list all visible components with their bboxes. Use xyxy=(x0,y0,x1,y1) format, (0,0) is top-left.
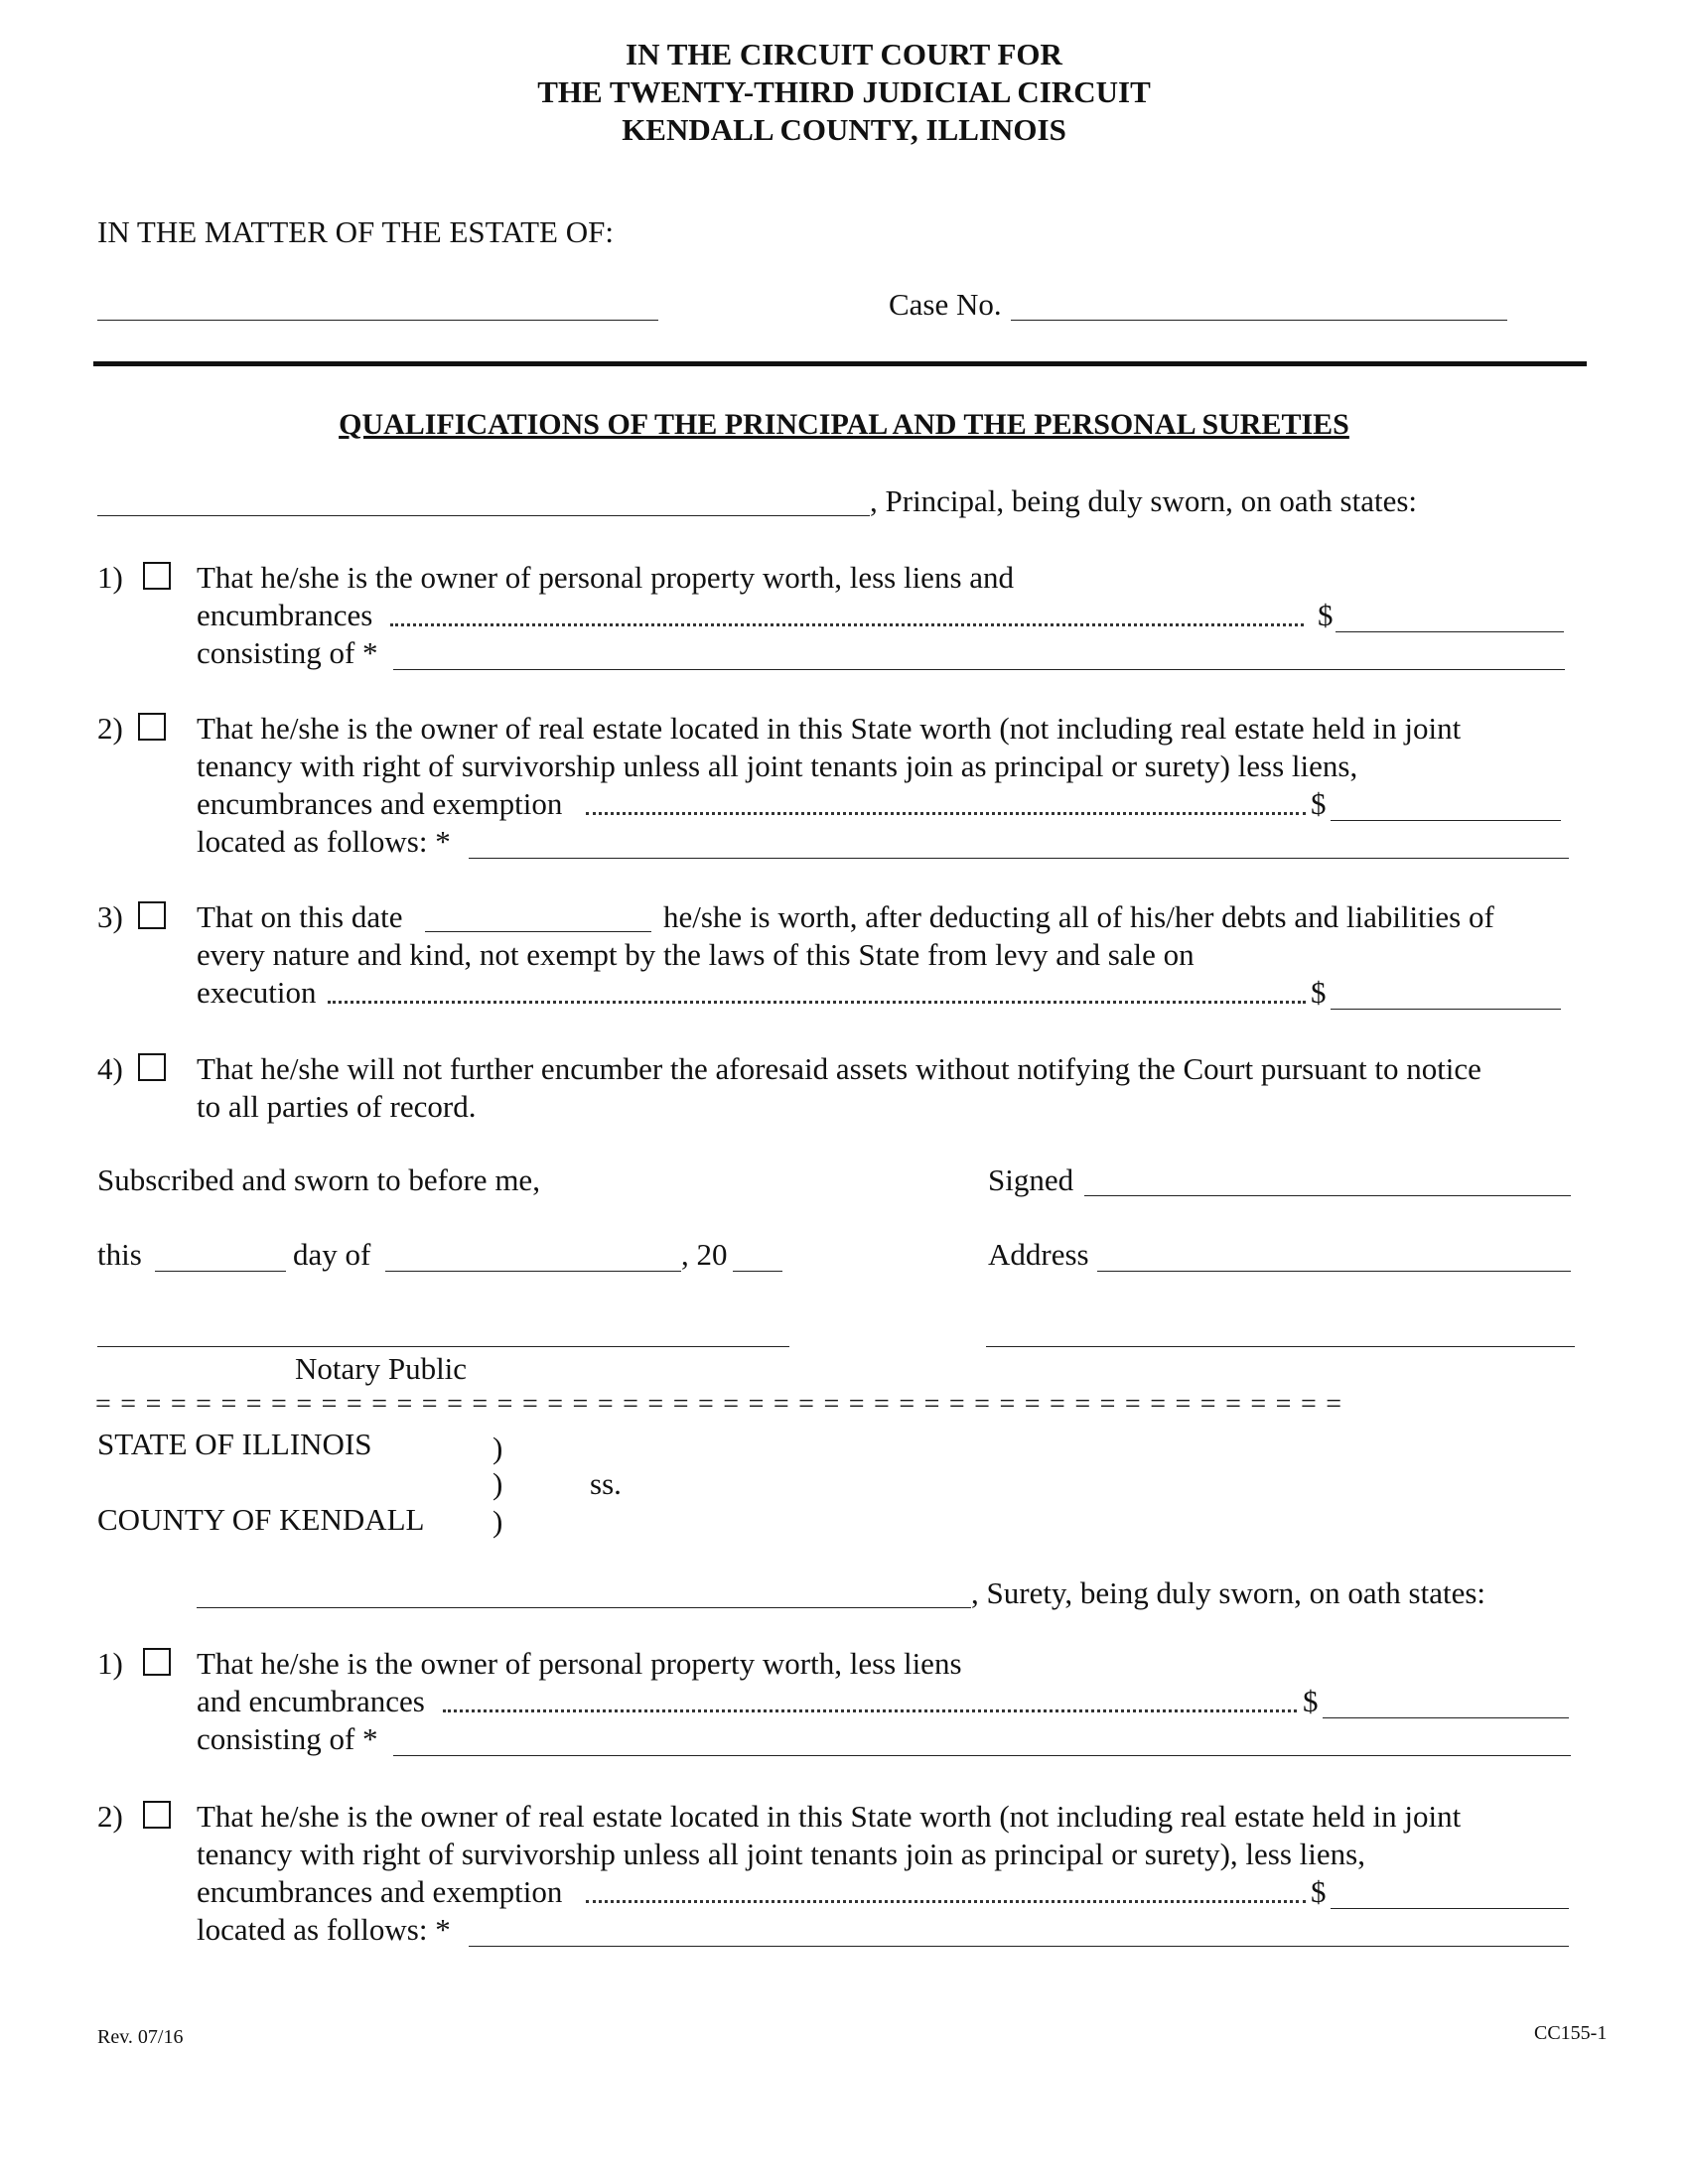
principal-item2-location-field[interactable] xyxy=(469,858,1569,859)
principal-item2-text1: That he/she is the owner of real estate located in this State worth (not including real estate held in joint xyxy=(197,711,1462,746)
surety-item1-number: 1) xyxy=(97,1646,123,1681)
principal-oath-text: , Principal, being duly sworn, on oath states: xyxy=(870,483,1418,518)
principal-item1-text3: consisting of * xyxy=(197,635,378,670)
principal-name-field[interactable] xyxy=(97,515,870,516)
estate-label: IN THE MATTER OF THE ESTATE OF: xyxy=(97,214,614,249)
venue-paren: ) xyxy=(492,1504,503,1539)
address-line2-field[interactable] xyxy=(986,1346,1575,1347)
principal-item2-text2: tenancy with right of survivorship unless all joint tenants join as principal or surety) less liens, xyxy=(197,749,1358,783)
principal-item3-date-field[interactable] xyxy=(425,931,651,932)
year-prefix: , 20 xyxy=(681,1237,728,1272)
surety-item1-text3: consisting of * xyxy=(197,1721,378,1756)
surety-item2-amount-field[interactable] xyxy=(1331,1908,1569,1909)
dollar-sign: $ xyxy=(1311,786,1327,821)
leader-dots xyxy=(443,1709,1297,1712)
surety-item1-text1: That he/she is the owner of personal property worth, less liens xyxy=(197,1646,962,1681)
revision-label: Rev. 07/16 xyxy=(97,2026,184,2048)
day-field[interactable] xyxy=(155,1271,286,1272)
surety-item2-text2: tenancy with right of survivorship unless all joint tenants join as principal or surety), less liens, xyxy=(197,1837,1365,1871)
principal-item1-text1: That he/she is the owner of personal property worth, less liens and xyxy=(197,560,1015,595)
header-rule xyxy=(93,361,1587,366)
subscribed-text: Subscribed and sworn to before me, xyxy=(97,1162,540,1197)
dollar-sign: $ xyxy=(1311,975,1327,1010)
notary-public-label: Notary Public xyxy=(295,1351,468,1386)
county-label: COUNTY OF KENDALL xyxy=(97,1502,425,1537)
principal-item4-text2: to all parties of record. xyxy=(197,1089,477,1124)
separator-line: ================================================== xyxy=(95,1389,1351,1420)
principal-item3-text1a: That on this date xyxy=(197,899,403,934)
principal-item1-amount-field[interactable] xyxy=(1336,631,1564,632)
principal-item2-number: 2) xyxy=(97,711,123,746)
surety-item2-location-field[interactable] xyxy=(469,1946,1569,1947)
address-label: Address xyxy=(988,1237,1089,1272)
form-number: CC155-1 xyxy=(1534,2022,1608,2044)
venue-paren: ) xyxy=(492,1466,503,1501)
principal-item2-text4: located as follows: * xyxy=(197,824,451,859)
principal-item3-text3: execution xyxy=(197,975,317,1010)
address-field[interactable] xyxy=(1097,1271,1571,1272)
leader-dots xyxy=(586,812,1306,815)
court-heading-line1: IN THE CIRCUIT COURT FOR xyxy=(626,37,1062,71)
surety-item1-amount-field[interactable] xyxy=(1323,1717,1569,1718)
dollar-sign: $ xyxy=(1303,1684,1319,1718)
principal-item3-amount-field[interactable] xyxy=(1331,1009,1561,1010)
principal-item3-text1b: he/she is worth, after deducting all of his/her debts and liabilities of xyxy=(663,899,1494,934)
surety-name-field[interactable] xyxy=(197,1607,971,1608)
form-title: QUALIFICATIONS OF THE PRINCIPAL AND THE PERSONAL SURETIES xyxy=(339,408,1349,441)
venue-paren: ) xyxy=(492,1431,503,1465)
principal-item1-text2: encumbrances xyxy=(197,598,373,632)
this-label: this xyxy=(97,1237,142,1272)
principal-item2-text3: encumbrances and exemption xyxy=(197,786,563,821)
leader-dots xyxy=(328,1001,1306,1004)
month-field[interactable] xyxy=(385,1271,681,1272)
day-of-label: day of xyxy=(293,1237,371,1272)
case-number-label: Case No. xyxy=(889,287,1002,322)
estate-name-field[interactable] xyxy=(97,320,658,321)
principal-item3-number: 3) xyxy=(97,899,123,934)
principal-item2-amount-field[interactable] xyxy=(1331,820,1561,821)
surety-item2-number: 2) xyxy=(97,1799,123,1834)
signed-label: Signed xyxy=(988,1162,1074,1197)
surety-item2-text3: encumbrances and exemption xyxy=(197,1874,563,1909)
dollar-sign: $ xyxy=(1311,1874,1327,1909)
case-number-field[interactable] xyxy=(1011,320,1507,321)
signature-field[interactable] xyxy=(1084,1195,1571,1196)
principal-item3-text2: every nature and kind, not exempt by the laws of this State from levy and sale on xyxy=(197,937,1195,972)
principal-item4-checkbox[interactable] xyxy=(138,1053,166,1081)
notary-signature-field[interactable] xyxy=(97,1346,789,1347)
court-heading-line2: THE TWENTY-THIRD JUDICIAL CIRCUIT xyxy=(537,74,1151,109)
principal-item3-checkbox[interactable] xyxy=(138,901,166,929)
principal-item1-checkbox[interactable] xyxy=(143,562,171,590)
principal-item4-text1: That he/she will not further encumber the aforesaid assets without notifying the Court pursuant to notice xyxy=(197,1051,1481,1086)
principal-item1-consisting-field[interactable] xyxy=(393,669,1565,670)
surety-oath-text: , Surety, being duly sworn, on oath states: xyxy=(971,1575,1486,1610)
surety-item2-checkbox[interactable] xyxy=(143,1801,171,1829)
leader-dots xyxy=(586,1900,1306,1903)
surety-item1-text2: and encumbrances xyxy=(197,1684,425,1718)
principal-item4-number: 4) xyxy=(97,1051,123,1086)
surety-item1-consisting-field[interactable] xyxy=(393,1755,1571,1756)
principal-item2-checkbox[interactable] xyxy=(138,713,166,741)
state-label: STATE OF ILLINOIS xyxy=(97,1427,372,1461)
surety-item2-text1: That he/she is the owner of real estate located in this State worth (not including real estate held in joint xyxy=(197,1799,1462,1834)
principal-item1-number: 1) xyxy=(97,560,123,595)
year-field[interactable] xyxy=(733,1271,782,1272)
surety-item1-checkbox[interactable] xyxy=(143,1648,171,1676)
surety-item2-text4: located as follows: * xyxy=(197,1912,451,1947)
court-heading-line3: KENDALL COUNTY, ILLINOIS xyxy=(622,112,1066,147)
dollar-sign: $ xyxy=(1318,598,1334,632)
leader-dots xyxy=(390,623,1304,626)
ss-label: ss. xyxy=(590,1466,622,1501)
